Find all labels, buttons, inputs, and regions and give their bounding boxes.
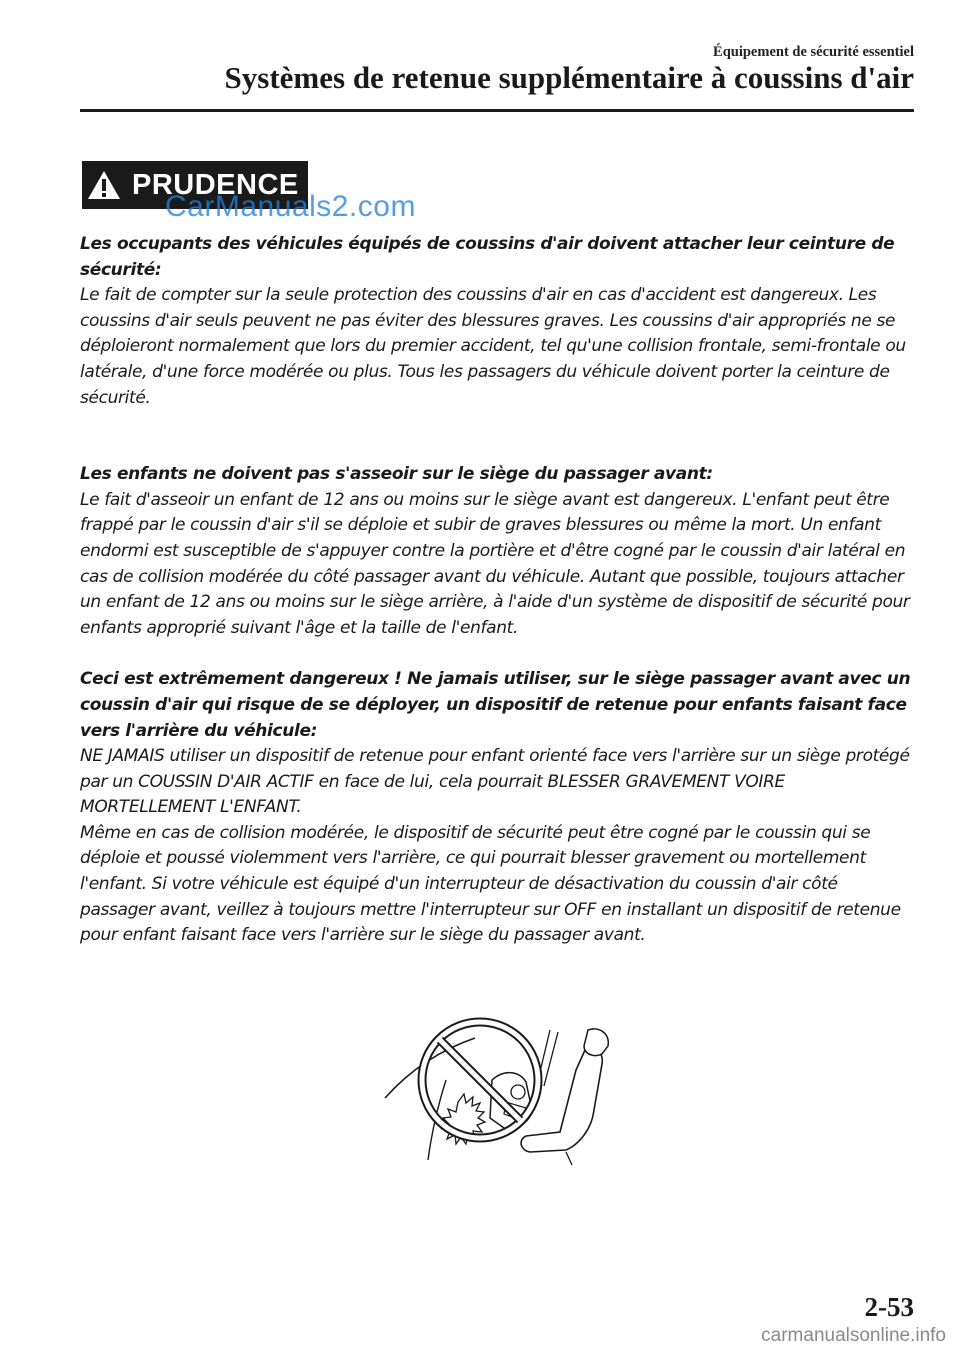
paragraph-body: Le fait de compter sur la seule protection des coussins d'air en cas d'accident est dangereux. Les coussins d'air seuls peuvent ne pas éviter des blessures graves. Les coussins d'air appropriés ne se déploieront normalement que lors du premier accident, tel qu'une collision frontale, semi-frontale ou latérale, d'une force modérée ou plus. Tous les passagers du véhicule doivent porter la ceinture de sécurité. xyxy=(80,285,906,408)
paragraph-body: Le fait d'asseoir un enfant de 12 ans ou moins sur le siège avant est dangereux. L'enfant peut être frappé par le coussin d'air s'il se déploie et subir de graves blessures ou même la mort. Un enfant endormi est susceptible de s'appuyer contre la portière et d'être cogné par le coussin d'air latéral en cas de collision modérée du côté passager avant du véhicule. Autant que possible, toujours attacher un enfant de 12 ans ou moins sur le siège arrière, à l'aide d'un système de dispositif de sécurité pour enfants approprié suivant l'âge et la taille de l'enfant. xyxy=(80,489,910,638)
paragraph-body: NE JAMAIS utiliser un dispositif de retenue pour enfant orienté face vers l'arrière sur un siège protégé par un COUSSIN D'AIR ACTIF en face de lui, cela pourrait BLESSER GRAVEMENT VOIRE MORTELLEMENT L'ENFANT. xyxy=(80,746,910,818)
paragraph-rear-facing-danger xyxy=(80,667,912,949)
no-rear-facing-child-seat-airbag-icon xyxy=(380,1010,620,1170)
warning-triangle-icon xyxy=(82,161,126,209)
paragraph-heading: Les enfants ne doivent pas s'asseoir sur le siège du passager avant: xyxy=(80,464,713,485)
paragraph-heading: Les occupants des véhicules équipés de coussins d'air doivent attacher leur ceinture de sécurité: xyxy=(80,234,895,280)
caution-label: PRUDENCE xyxy=(132,168,299,201)
section-title: Équipement de sécurité essentiel xyxy=(713,44,914,60)
watermark: CarManuals2.com xyxy=(165,190,416,223)
header-divider xyxy=(80,109,914,112)
page-title: Systèmes de retenue supplémentaire à coussins d'air xyxy=(224,60,914,95)
footer-watermark: carmanualsonline.info xyxy=(761,1325,946,1346)
paragraph-seatbelt xyxy=(80,232,912,411)
paragraph-body-continued: Même en cas de collision modérée, le dispositif de sécurité peut être cogné par le coussin qui se déploie et poussé violemment vers l'arrière, ce qui pourrait blesser gravement ou mortellement l'enfant. Si votre véhicule est équipé d'un interrupteur de désactivation du coussin d'air côté passager avant, veillez à toujours mettre l'interrupteur sur OFF en installant un dispositif de retenue pour enfant faisant face vers l'arrière sur le siège du passager avant. xyxy=(80,822,901,946)
warning-content xyxy=(80,232,912,949)
paragraph-children-front-seat xyxy=(80,462,912,641)
page-number: 2-53 xyxy=(864,1292,914,1322)
paragraph-heading: Ceci est extrêmement dangereux ! Ne jamais utiliser, sur le siège passager avant avec un coussin d'air qui risque de se déployer, un dispositif de retenue pour enfants faisant face vers l'arrière du véhicule: xyxy=(80,669,911,741)
